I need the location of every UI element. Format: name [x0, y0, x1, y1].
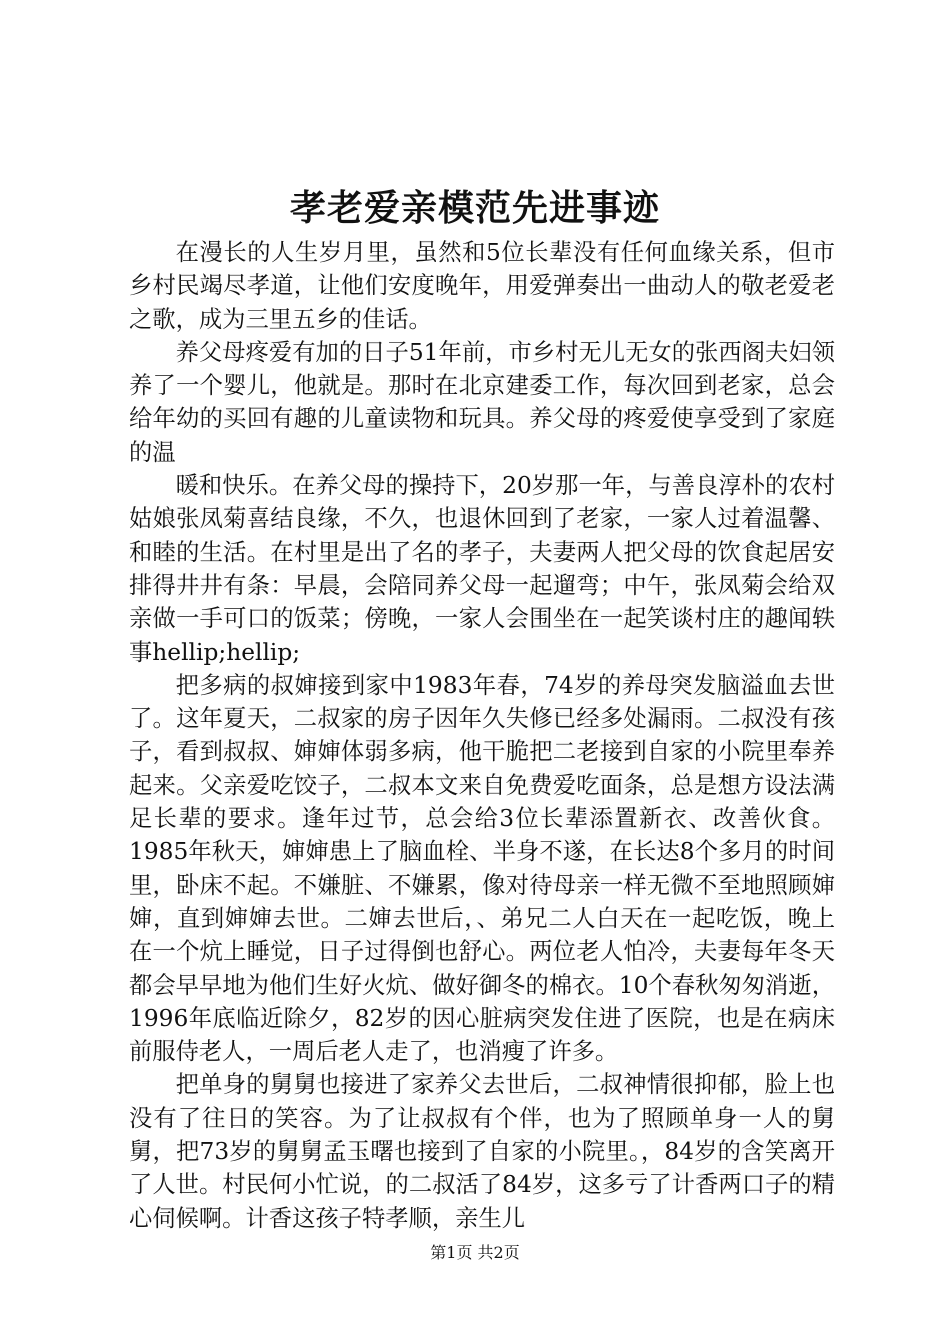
document-title: 孝老爱亲模范先进事迹 [289, 187, 660, 229]
paragraph-3: 暖和快乐。在养父母的操持下，20岁那一年，与善良淳朴的农村姑娘张凤菊喜结良缘，不久，也退休回到了老家，一家人过着温馨、和睦的生活。在村里是出了名的孝子，夫妻两人把父母的饮食起居安排得井井有条：早晨，会陪同养父母一起遛弯；中午，张凤菊会给双亲做一手可口的饭菜；傍晚，一家人会围坐在一起笑谈村庄的趣闻轶事hellip;hellip; [129, 472, 835, 666]
page-number-footer: 第1页 共2页 [430, 1243, 520, 1262]
paragraph-2: 养父母疼爱有加的日子51年前，市乡村无儿无女的张西阁夫妇领养了一个婴儿，他就是。那时在北京建委工作，每次回到老家，总会给年幼的买回有趣的儿童读物和玩具。养父母的疼爱使享受到了家庭的温 [129, 338, 835, 466]
document-body [129, 236, 835, 1235]
paragraph-4: 把多病的叔婶接到家中1983年春，74岁的养母突发脑溢血去世了。这年夏天，二叔家的房子因年久失修已经多处漏雨。二叔没有孩子，看到叔叔、婶婶体弱多病，他干脆把二老接到自家的小院里奉养起来。父亲爱吃饺子，二叔本文来自免费爱吃面条，总是想方设法满足长辈的要求。逢年过节，总会给3位长辈添置新衣、改善伙食。1985年秋天，婶婶患上了脑血栓、半身不遂，在长达8个多月的时间里，卧床不起。不嫌脏、不嫌累，像对待母亲一样无微不至地照顾婶婶，直到婶婶去世。二婶去世后，、弟兄二人白天在一起吃饭，晚上在一个炕上睡觉，日子过得倒也舒心。两位老人怕冷，夫妻每年冬天都会早早地为他们生好火炕、做好御冬的棉衣。10个春秋匆匆消逝，1996年底临近除夕，82岁的因心脏病突发住进了医院，也是在病床前服侍老人，一周后老人走了，也消瘦了许多。 [129, 671, 835, 1066]
paragraph-1: 在漫长的人生岁月里，虽然和5位长辈没有任何血缘关系，但市乡村民竭尽孝道，让他们安度晚年，用爱弹奏出一曲动人的敬老爱老之歌，成为三里五乡的佳话。 [129, 239, 835, 333]
paragraph-5: 把单身的舅舅也接进了家养父去世后，二叔神情很抑郁，脸上也没有了往日的笑容。为了让叔叔有个伴，也为了照顾单身一人的舅舅，把73岁的舅舅孟玉曙也接到了自家的小院里。，84岁的含笑离开了人世。村民何小忙说，的二叔活了84岁，这多亏了计香两口子的精心伺候啊。计香这孩子特孝顺，亲生儿 [129, 1071, 835, 1232]
